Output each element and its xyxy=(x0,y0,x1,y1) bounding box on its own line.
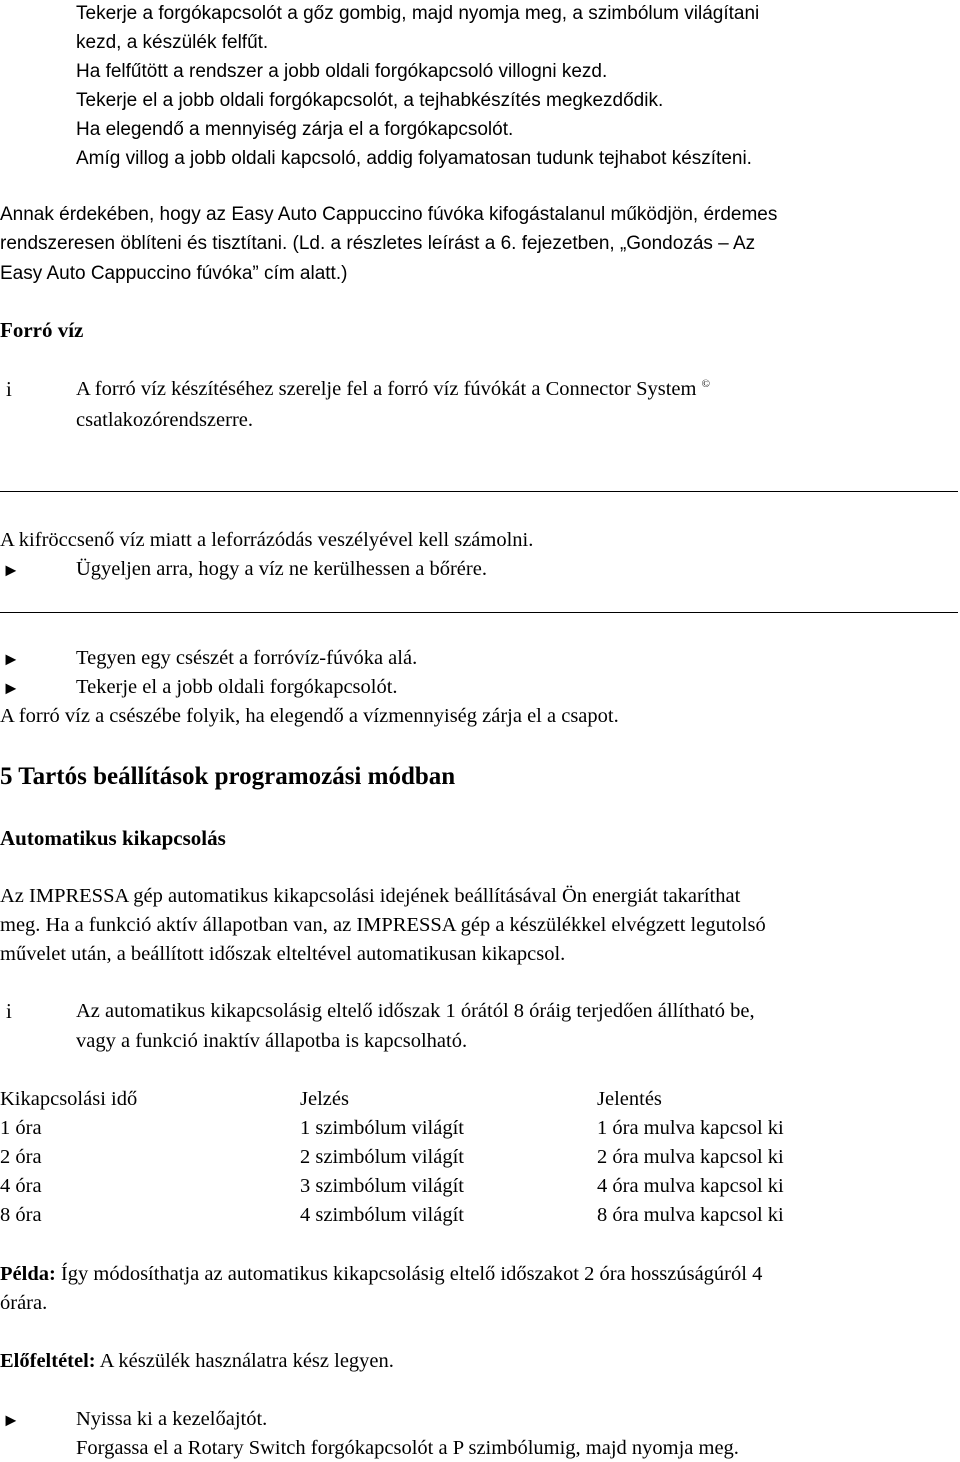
table-header: Jelentés xyxy=(597,1088,662,1110)
intro-line: Ha elegendő a mennyiség zárja el a forgókapcsolót. xyxy=(76,119,514,140)
section-step: Forgassa el a Rotary Switch forgókapcsolót a P szimbólumig, majd nyomja meg. xyxy=(76,1437,739,1459)
intro-line: Tekerje a forgókapcsolót a gőz gombig, majd nyomja meg, a szimbólum világítani xyxy=(76,3,760,24)
table-cell: 1 óra xyxy=(0,1117,42,1139)
hot-water-info-line xyxy=(76,379,710,400)
table-cell: 4 óra mulva kapcsol ki xyxy=(597,1175,784,1197)
warning-bottom-rule xyxy=(0,612,958,613)
warning-step: Ügyeljen arra, hogy a víz ne kerülhessen a bőrére. xyxy=(76,558,487,580)
warning-text: A kifröccsenő víz miatt a leforrázódás veszélyével kell számolni. xyxy=(0,529,534,551)
info-icon: i xyxy=(6,377,12,401)
care-note-line: rendszeresen öblíteni és tisztítani. (Ld. a részletes leírást a 6. fejezetben, „Gondozás – Az xyxy=(0,233,756,254)
hot-water-heading: Forró víz xyxy=(0,318,84,342)
arrow-icon: ► xyxy=(2,678,20,698)
care-note-line: Easy Auto Cappuccino fúvóka” cím alatt.) xyxy=(0,263,348,284)
hot-water-result: A forró víz a csészébe folyik, ha elegendő a vízmennyiség zárja el a csapot. xyxy=(0,705,619,727)
table-cell: 2 óra xyxy=(0,1146,42,1168)
prereq-label: Előfeltétel: xyxy=(0,1350,96,1372)
arrow-icon: ► xyxy=(2,649,20,669)
section-para-line: művelet után, a beállított időszak elteltével automatikusan kikapcsol. xyxy=(0,943,566,965)
table-cell: 4 óra xyxy=(0,1175,42,1197)
table-cell: 8 óra mulva kapcsol ki xyxy=(597,1204,784,1226)
warning-top-rule xyxy=(0,491,958,492)
example-label: Példa: xyxy=(0,1263,56,1285)
table-cell: 8 óra xyxy=(0,1204,42,1226)
hot-water-step: Tekerje el a jobb oldali forgókapcsolót. xyxy=(76,676,398,698)
hot-water-step: Tegyen egy csészét a forróvíz-fúvóka alá. xyxy=(76,647,418,669)
table-cell: 4 szimbólum világít xyxy=(300,1204,464,1226)
intro-line: Tekerje el a jobb oldali forgókapcsolót, a tejhabkészítés megkezdődik. xyxy=(76,90,664,111)
hot-water-info-text: A forró víz készítéséhez szerelje fel a forró víz fúvókát a Connector System xyxy=(76,378,697,400)
table-cell: 2 szimbólum világít xyxy=(300,1146,464,1168)
hot-water-info-line: csatlakozórendszerre. xyxy=(76,409,253,431)
section-info-line: Az automatikus kikapcsolásig eltelő időszak 1 órától 8 óráig terjedően állítható be, xyxy=(76,1000,755,1022)
intro-line: Ha felfűtött a rendszer a jobb oldali forgókapcsoló villogni kezd. xyxy=(76,61,608,82)
example-line: órára. xyxy=(0,1292,48,1314)
section-para-line: meg. Ha a funkció aktív állapotban van, az IMPRESSA gép a készülékkel elvégzett legutolsó xyxy=(0,914,766,936)
prereq-text: A készülék használatra kész legyen. xyxy=(95,1350,394,1372)
table-header: Jelzés xyxy=(300,1088,349,1110)
table-cell: 1 óra mulva kapcsol ki xyxy=(597,1117,784,1139)
section-para-line: Az IMPRESSA gép automatikus kikapcsolási idejének beállításával Ön energiát takaríthat xyxy=(0,885,741,907)
example-line xyxy=(0,1264,762,1285)
example-text: Így módosíthatja az automatikus kikapcsolásig eltelő időszakot 2 óra hosszúságúról 4 xyxy=(55,1263,763,1285)
table-header: Kikapcsolási idő xyxy=(0,1088,138,1110)
section-info-line: vagy a funkció inaktív állapotba is kapcsolható. xyxy=(76,1030,468,1052)
info-icon: i xyxy=(6,999,12,1023)
intro-line: kezd, a készülék felfűt. xyxy=(76,32,269,53)
section-step: Nyissa ki a kezelőajtót. xyxy=(76,1408,268,1430)
care-note-line: Annak érdekében, hogy az Easy Auto Cappuccino fúvóka kifogástalanul működjön, érdemes xyxy=(0,204,778,225)
intro-line: Amíg villog a jobb oldali kapcsoló, addig folyamatosan tudunk tejhabot készíteni. xyxy=(76,148,752,169)
section-title: 5 Tartós beállítások programozási módban xyxy=(0,763,456,790)
arrow-icon: ► xyxy=(2,1410,20,1430)
table-cell: 1 szimbólum világít xyxy=(300,1117,464,1139)
arrow-icon: ► xyxy=(2,560,20,580)
section-subtitle: Automatikus kikapcsolás xyxy=(0,826,226,850)
copyright-mark: © xyxy=(701,378,710,391)
prereq-line xyxy=(0,1351,394,1372)
table-cell: 2 óra mulva kapcsol ki xyxy=(597,1146,784,1168)
table-cell: 3 szimbólum világít xyxy=(300,1175,464,1197)
